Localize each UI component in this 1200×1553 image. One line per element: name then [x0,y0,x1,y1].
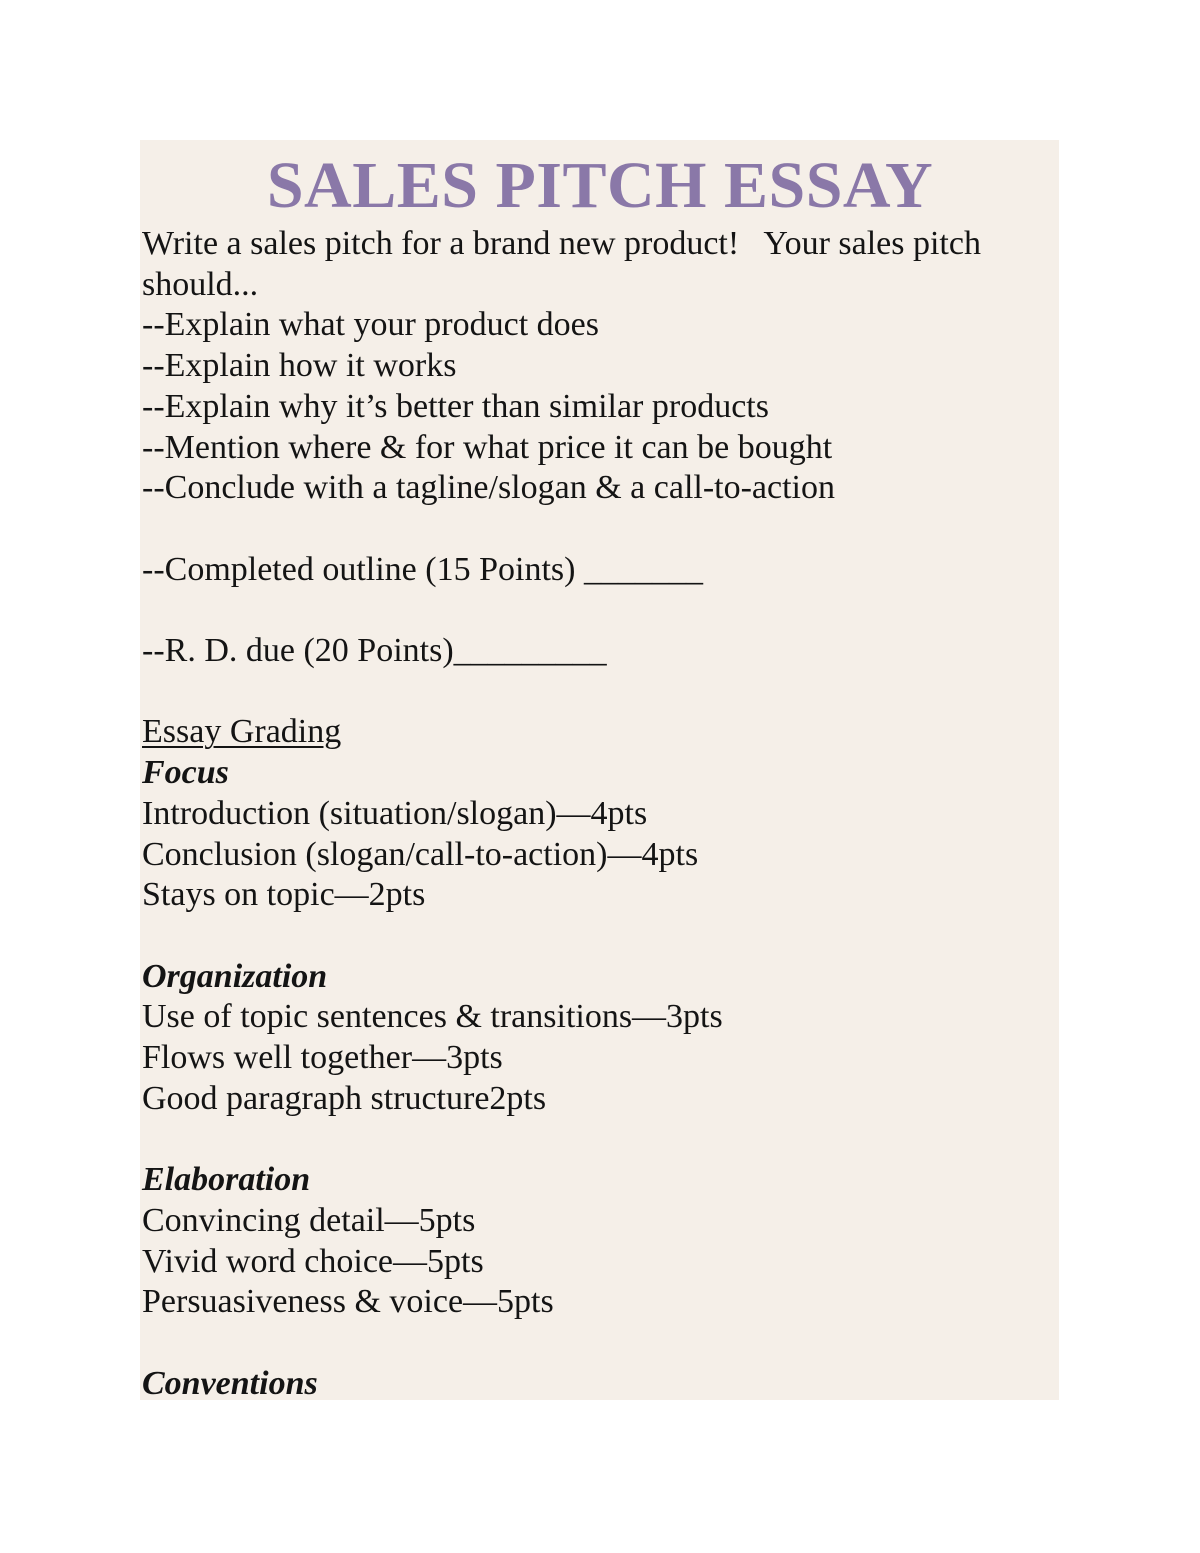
grading-item: Stays on topic—2pts [142,876,426,914]
blank-line [142,1323,1042,1364]
section-heading-conventions: Conventions [142,1364,318,1402]
grading-item: Introduction (situation/slogan)—4pts [142,794,648,832]
section-heading-organization: Organization [142,957,328,995]
requirement-item: --Explain how it works [142,347,457,385]
blank-line [142,590,1042,631]
grading-item: Flows well together—3pts [142,1039,503,1076]
section-heading-elaboration: Elaboration [142,1161,311,1199]
blank-line [142,672,1042,713]
requirement-item: --Explain what your product does [142,306,599,344]
document-title: SALES PITCH ESSAY [266,149,934,222]
grading-item: Persuasiveness & voice—5pts [142,1283,554,1321]
grading-item: Vivid word choice—5pts [142,1242,484,1280]
grading-item: Conclusion (slogan/call-to-action)—4pts [142,835,699,873]
blank-line [142,509,1042,550]
grading-item: Good paragraph structure2pts [142,1079,547,1117]
requirement-item: --Explain why it’s better than similar products [142,387,769,425]
section-heading-focus: Focus [142,754,229,792]
intro-line: should... [142,265,259,303]
checkpoint-rough-draft: --R. D. due (20 Points)_________ [142,632,607,669]
grading-item: Convincing detail—5pts [142,1201,476,1239]
requirement-item: --Mention where & for what price it can be bought [142,428,833,466]
checkpoint-outline: --Completed outline (15 Points) _______ [142,550,703,588]
document-body [142,224,1042,1404]
grading-item: Use of topic sentences & transitions—3pts [142,998,723,1036]
blank-line [142,916,1042,957]
grading-heading-line [142,712,1042,753]
requirement-item: --Conclude with a tagline/slogan & a call-to-action [142,469,835,507]
intro-line: Write a sales pitch for a brand new product! Your sales pitch [142,225,981,262]
grading-heading: Essay Grading [142,713,342,751]
blank-line [142,1119,1042,1160]
